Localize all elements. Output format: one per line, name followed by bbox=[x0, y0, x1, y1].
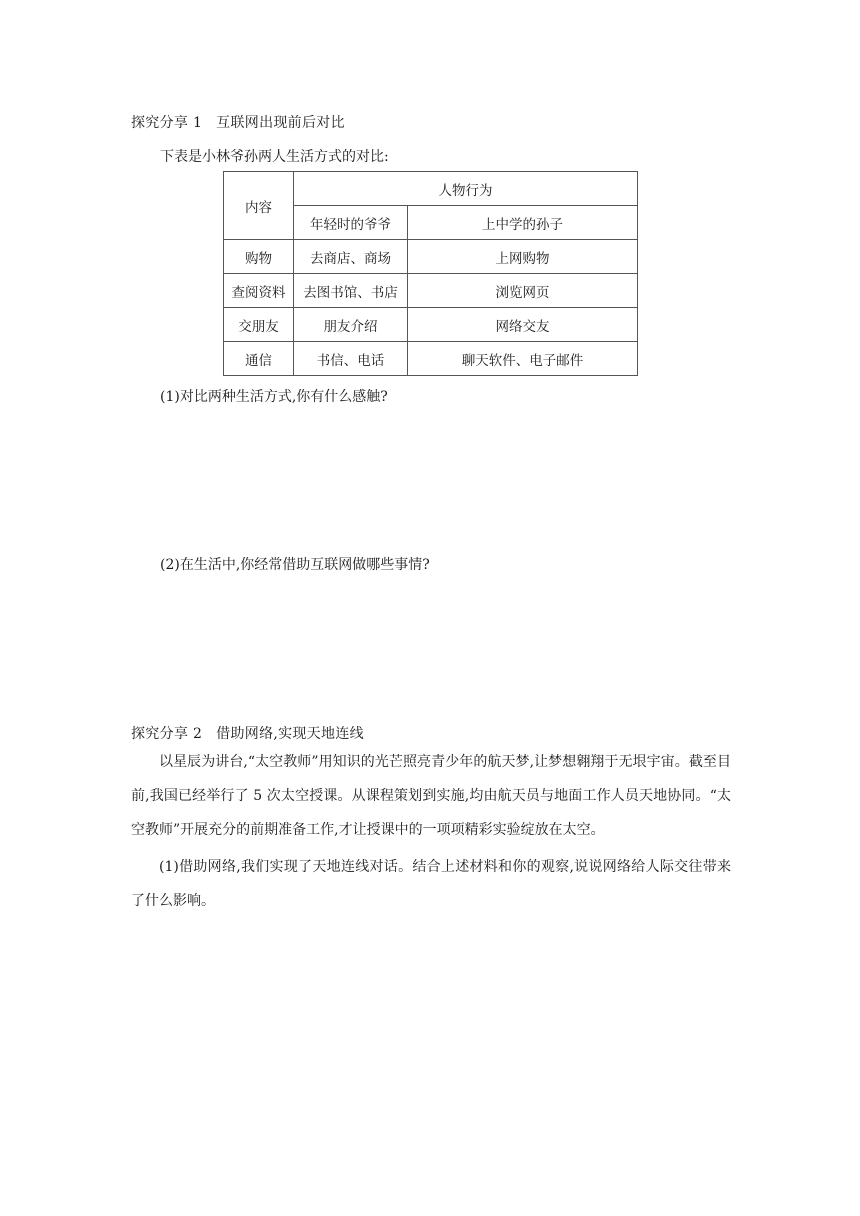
table-row bbox=[224, 342, 638, 376]
cell-grandpa: 书信、电话 bbox=[294, 342, 408, 376]
cell-grandpa: 去图书馆、书店 bbox=[294, 274, 408, 308]
cell-content: 通信 bbox=[224, 342, 294, 376]
cell-grandson: 聊天软件、电子邮件 bbox=[408, 342, 638, 376]
table-header-row bbox=[224, 172, 638, 206]
section-2-title: 借助网络,实现天地连线 bbox=[216, 726, 364, 742]
comparison-table bbox=[223, 171, 638, 376]
section-1-intro: 下表是小林爷孙两人生活方式的对比: bbox=[160, 149, 389, 165]
cell-grandson: 网络交友 bbox=[408, 308, 638, 342]
cell-content: 查阅资料 bbox=[224, 274, 294, 308]
cell-content: 交朋友 bbox=[224, 308, 294, 342]
section-2-paragraph: 以星辰为讲台,“太空教师”用知识的光芒照亮青少年的航天梦,让梦想翱翔于无垠宇宙。截至目前,我国已经举行了 5 次太空授课。从课程策划到实施,均由航天员与地面工作人员天地协同。“太空教师”开展充分的前期准备工作,才让授课中的一项项精彩实验绽放在太空。 bbox=[131, 754, 731, 838]
table-row bbox=[224, 274, 638, 308]
cell-grandpa: 去商店、商场 bbox=[294, 240, 408, 274]
section-2-question-1: (1)借助网络,我们实现了天地连线对话。结合上述材料和你的观察,说说网络给人际交往带来了什么影响。 bbox=[131, 859, 731, 909]
section-1-number: 探究分享 1 bbox=[131, 115, 203, 131]
header-person-behavior: 人物行为 bbox=[294, 172, 638, 206]
section-1-question-1: (1)对比两种生活方式,你有什么感触? bbox=[160, 389, 388, 405]
table-row bbox=[224, 240, 638, 274]
header-content: 内容 bbox=[224, 172, 294, 240]
table-row bbox=[224, 308, 638, 342]
header-grandson: 上中学的孙子 bbox=[408, 206, 638, 240]
section-1-question-2: (2)在生活中,你经常借助互联网做哪些事情? bbox=[160, 557, 430, 573]
section-2-number: 探究分享 2 bbox=[131, 726, 203, 742]
section-1-title: 互联网出现前后对比 bbox=[216, 115, 345, 131]
section-1-heading bbox=[131, 112, 345, 132]
cell-grandpa: 朋友介绍 bbox=[294, 308, 408, 342]
section-2-heading bbox=[131, 723, 364, 743]
cell-grandson: 浏览网页 bbox=[408, 274, 638, 308]
header-grandpa: 年轻时的爷爷 bbox=[294, 206, 408, 240]
cell-content: 购物 bbox=[224, 240, 294, 274]
cell-grandson: 上网购物 bbox=[408, 240, 638, 274]
